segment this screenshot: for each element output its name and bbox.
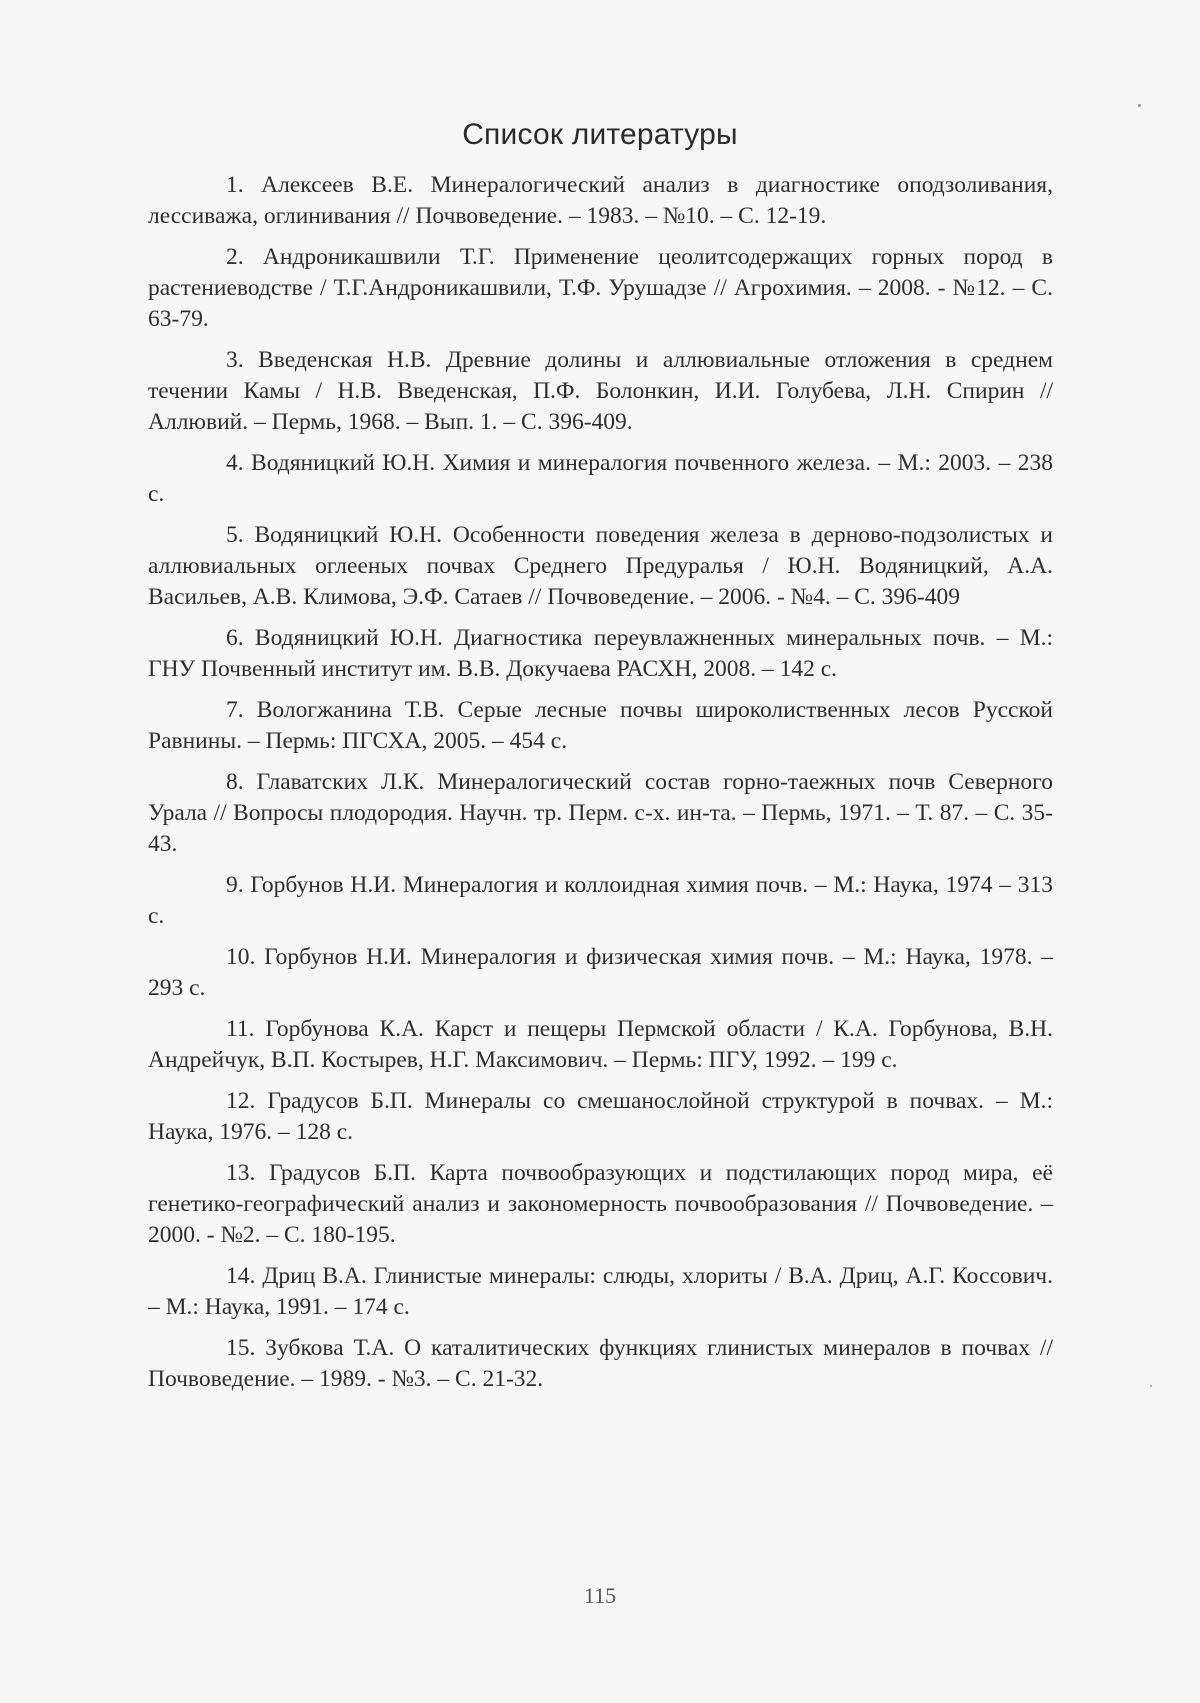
page-title: Список литературы [462, 118, 738, 151]
reference-item: 11. Горбунова К.А. Карст и пещеры Пермской области / К.А. Горбунова, В.Н. Андрейчук, В.П. Костырев, Н.Г. Максимович. – Пермь: ПГУ, 1992. – 199 с. [148, 1016, 1053, 1073]
page-number: 115 [583, 1583, 617, 1608]
reference-item: 12. Градусов Б.П. Минералы со смешанослойной структурой в почвах. – М.: Наука, 1976. – 128 с. [148, 1088, 1053, 1145]
reference-item: 10. Горбунов Н.И. Минералогия и физическая химия почв. – М.: Наука, 1978. – 293 с. [148, 944, 1053, 1001]
reference-item: 7. Вологжанина Т.В. Серые лесные почвы широколиственных лесов Русской Равнины. – Пермь: ПГСХА, 2005. – 454 с. [148, 697, 1053, 754]
reference-item: 4. Водяницкий Ю.Н. Химия и минералогия почвенного железа. – М.: 2003. – 238 с. [148, 450, 1053, 507]
reference-item: 3. Введенская Н.В. Древние долины и аллювиальные отложения в среднем течении Камы / Н.В. Введенская, П.Ф. Болонкин, И.И. Голубева, Л.Н. Спирин // Аллювий. – Пермь, 1968. – Вып. 1. – С. 396-409. [148, 347, 1053, 435]
reference-item: 15. Зубкова Т.А. О каталитических функциях глинистых минералов в почвах // Почвоведение. – 1989. - №3. – С. 21-32. [148, 1335, 1053, 1392]
scan-speck [1150, 1385, 1152, 1387]
reference-item: 9. Горбунов Н.И. Минералогия и коллоидная химия почв. – М.: Наука, 1974 – 313 с. [148, 872, 1053, 929]
reference-list [148, 170, 1053, 1405]
reference-item: 1. Алексеев В.Е. Минералогический анализ в диагностике оподзоливания, лессиважа, оглинивания // Почвоведение. – 1983. – №10. – С. 12-19. [148, 172, 1053, 229]
reference-item: 2. Андроникашвили Т.Г. Применение цеолитсодержащих горных пород в растениеводстве / Т.Г.Андроникашвили, Т.Ф. Урушадзе // Агрохимия. – 2008. - №12. – С. 63-79. [148, 244, 1053, 332]
reference-item: 5. Водяницкий Ю.Н. Особенности поведения железа в дерново-подзолистых и аллювиальных оглееных почвах Среднего Предуралья / Ю.Н. Водяницкий, А.А. Васильев, А.В. Климова, Э.Ф. Сатаев // Почвоведение. – 2006. - №4. – С. 396-409 [148, 522, 1053, 610]
reference-item: 14. Дриц В.А. Глинистые минералы: слюды, хлориты / В.А. Дриц, А.Г. Коссович. – М.: Наука, 1991. – 174 с. [148, 1263, 1053, 1320]
reference-item: 6. Водяницкий Ю.Н. Диагностика переувлажненных минеральных почв. – М.: ГНУ Почвенный институт им. В.В. Докучаева РАСХН, 2008. – 142 с. [148, 625, 1053, 682]
reference-item: 8. Главатских Л.К. Минералогический состав горно-таежных почв Северного Урала // Вопросы плодородия. Научн. тр. Перм. с-х. ин-та. – Пермь, 1971. – Т. 87. – С. 35-43. [148, 769, 1053, 857]
scan-speck [1138, 104, 1141, 107]
reference-item: 13. Градусов Б.П. Карта почвообразующих и подстилающих пород мира, её генетико-географический анализ и закономерность почвообразования // Почвоведение. – 2000. - №2. – С. 180-195. [148, 1160, 1053, 1248]
